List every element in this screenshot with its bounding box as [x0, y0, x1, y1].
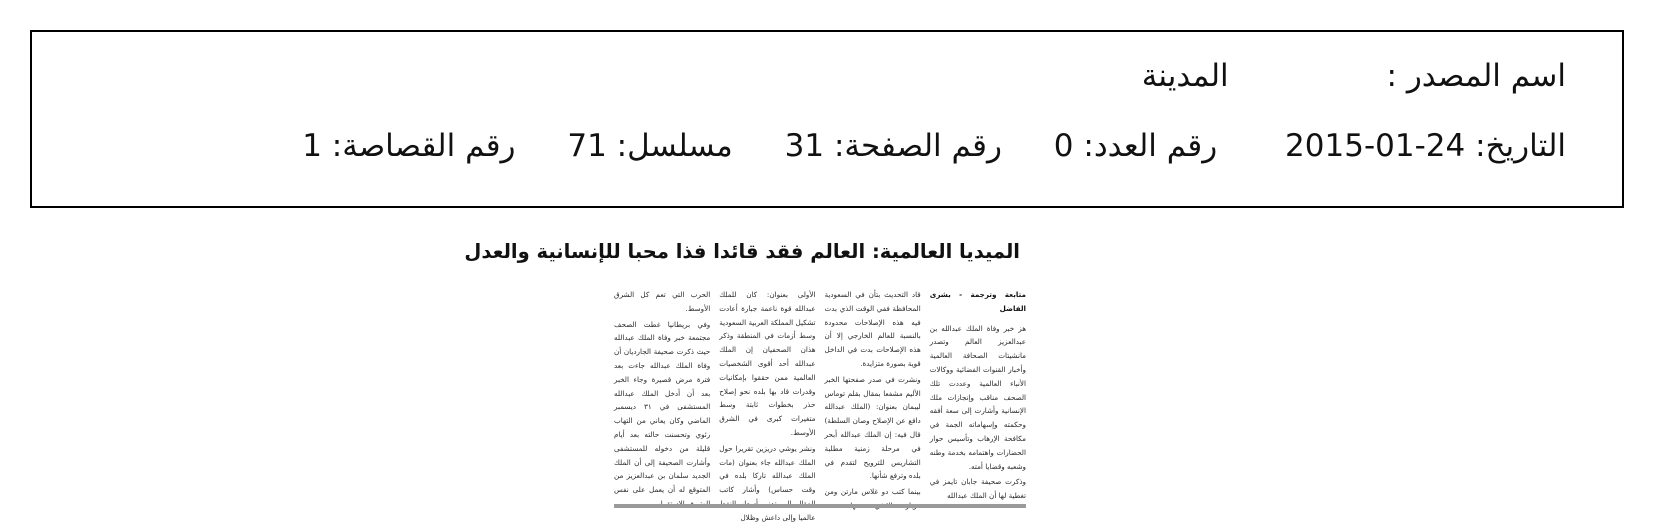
paragraph: ونشر يوشي دريزين تقريرا حول الملك عبدالله جاء بعنوان (مات الملك عبدالله تاركا بلده في وقت حساس) وأشار كاتب عالميا وإلى داعش وظلال [719, 443, 816, 522]
article-column-2 [824, 288, 921, 497]
paragraph: بينما كتب دو غلاس مارتن ومن [824, 487, 921, 497]
paragraph: قاد التحديث بتأن في السعودية المحافظة ففي الوقت الذي بدت فيه هذه الإصلاحات محدودة بالنسبة للعالم الخارجي إلا أن هذه الإصلاحات بدت في الداخل قوية بصورة متزايدة. [824, 290, 921, 368]
paragraph: وذكرت صحيفة جابان تايمز في تغطية لها أن الملك عبدالله [929, 477, 1026, 501]
paragraph: هز خبر وفاة الملك عبدالله بن عبدالعزيز العالم وتصدر مانشيتات الصحافة العالمية وأخبار القنوات الفضائية ووكالات الأنباء العالمية وعددت تلك الصحف مناقب وإنجازات ملك الإنسانية وأشارت إلى سعة أفقه وحكمته وإسهاماته الجمة في مكافحة الإرهاب وتأسيس حوار الحضارات واهتمامه بخدمة وطنه وشعبه وقضايا أمته. [929, 323, 1026, 471]
issue-number-field: رقم العدد: 0 [1053, 128, 1218, 164]
article-columns [614, 288, 1026, 522]
newspaper-clipping [464, 236, 1026, 522]
paragraph: الأولى بعنوان: كان للملك عبدالله قوة ناعمة جبارة أعادت تشكيل المملكة العربية السعودية وسط أزمات في المنطقة وذكر هذان الصحفيان إن الملك عبدالله أحد أقوى الشخصيات العالمية ممن حققوا بإمكانيات وقدرات قاد بها بلده نحو إصلاح حذر بخطوات ثابتة وسط متغيرات كبرى في الشرق الأوسط. [719, 290, 816, 437]
paragraph: الحرب التي تعم كل الشرق الأوسط. [614, 290, 711, 313]
serial-number-field: مسلسل: 71 [567, 128, 733, 164]
details-line [260, 126, 1566, 166]
clipping-metadata-box [30, 30, 1624, 208]
page-number-field: رقم الصفحة: 31 [784, 128, 1002, 164]
source-line [1142, 56, 1566, 96]
article-column-3 [719, 288, 816, 522]
article-column-4 [614, 288, 710, 494]
article-column-1 [929, 288, 1026, 501]
source-value: المدينة [1141, 58, 1229, 94]
paragraph: وفي بريطانيا غطت الصحف مجتمعة خبر وفاة الملك عبدالله حيث ذكرت صحيفة الجارديان أن وفاة الملك عبدالله جاءت بعد فترة مرض قصيرة وجاء الخبر بعد أن أدخل الملك عبدالله المستشفى في ٣١ ديسمبر الماضي وكان يعاني من التهاب رئوي وتحسنت حالته بعد أيام قليلة من دخوله للمستشفى وأشارت الصحيفة إلى أن الملك الجديد سلمان بن عبدالعزيز من المتوقع له أن يعمل على نفس [614, 319, 711, 495]
source-label: اسم المصدر : [1386, 58, 1566, 94]
article-headline: الميديا العالمية: العالم فقد قائدا فذا محبا للإنسانية والعدل [464, 240, 1020, 263]
clip-number-field: رقم القصاصة: 1 [302, 128, 516, 164]
date-field: التاريخ: 24-01-2015 [1285, 128, 1566, 164]
paragraph: ونشرت في صدر صفحتها الخبر الأليم مشفعا بمقال بقلم توماس ليبمان بعنوان: (الملك عبدالله دافع عن الإصلاح وصان السلطة) قال فيه: إن الملك عبدالله أبحر في مرحلة زمنية مطلبة التشاريس للترويح لتقدم في بلده وترفع شأنها. [824, 374, 921, 481]
article-byline: متابعة وترجمة - بشرى الفاضل [929, 290, 1026, 313]
clipping-bottom-rule [614, 504, 1026, 508]
